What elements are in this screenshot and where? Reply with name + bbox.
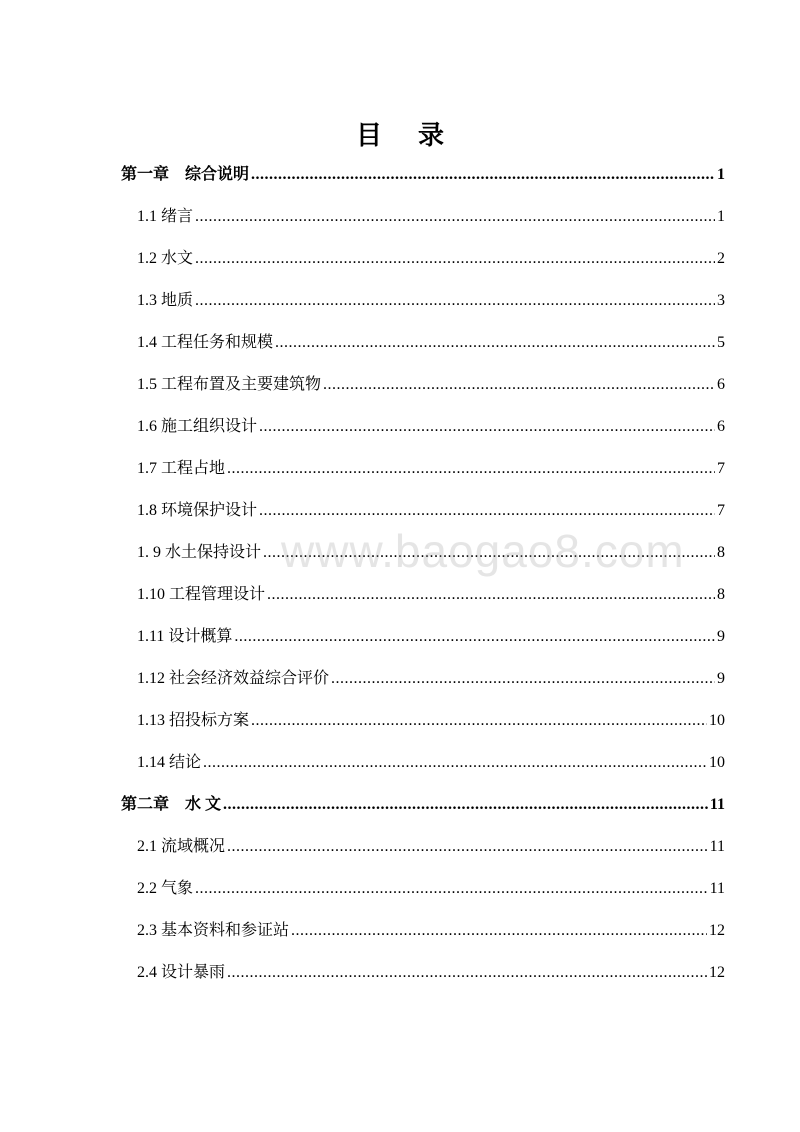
- toc-leader-dots: [331, 667, 715, 691]
- toc-entry-page: 12: [709, 922, 725, 939]
- toc-leader-dots: [195, 877, 708, 901]
- toc-entry-label: 1.1 绪言: [137, 208, 194, 225]
- toc-leader-dots: [195, 205, 715, 229]
- toc-entry-page: 10: [709, 712, 725, 729]
- toc-leader-dots: [203, 751, 707, 775]
- toc-entry[interactable]: [137, 205, 725, 229]
- toc-entry-page: 7: [717, 460, 725, 477]
- toc-leader-dots: [195, 289, 715, 313]
- toc-entry-label: 第二章 水 文: [121, 796, 222, 813]
- toc-entry[interactable]: [137, 625, 725, 649]
- toc-leader-dots: [227, 961, 707, 985]
- toc-entry-label: 1. 9 水土保持设计: [137, 544, 262, 561]
- toc-entry[interactable]: [137, 415, 725, 439]
- toc-entry-label: 2.4 设计暴雨: [137, 964, 226, 981]
- toc-entry-label: 1.3 地质: [137, 292, 194, 309]
- toc-entry[interactable]: [121, 793, 725, 817]
- toc-leader-dots: [195, 247, 715, 271]
- toc-entry-page: 12: [709, 964, 725, 981]
- toc-entry[interactable]: [137, 541, 725, 565]
- toc-entry-page: 11: [709, 796, 725, 813]
- toc-entry-page: 8: [717, 544, 725, 561]
- toc-leader-dots: [267, 583, 715, 607]
- toc-entry-page: 9: [717, 628, 725, 645]
- toc-entry[interactable]: [137, 583, 725, 607]
- toc-entry[interactable]: [137, 835, 725, 859]
- toc-entry-page: 11: [709, 880, 725, 897]
- toc-entry-label: 2.1 流域概况: [137, 838, 226, 855]
- toc-entry-label: 1.2 水文: [137, 250, 194, 267]
- toc-entry-page: 3: [717, 292, 725, 309]
- toc-entry[interactable]: [137, 247, 725, 271]
- toc-leader-dots: [263, 541, 715, 565]
- toc-entry[interactable]: [137, 331, 725, 355]
- toc-entry-label: 1.10 工程管理设计: [137, 586, 266, 603]
- toc-entry-page: 1: [717, 208, 725, 225]
- toc-leader-dots: [251, 709, 707, 733]
- toc-entry-label: 1.11 设计概算: [137, 628, 233, 645]
- toc-entry-page: 7: [717, 502, 725, 519]
- toc-leader-dots: [259, 415, 715, 439]
- toc-entry[interactable]: [121, 163, 725, 187]
- toc-entry-label: 2.3 基本资料和参证站: [137, 922, 290, 939]
- toc-entry-label: 1.13 招投标方案: [137, 712, 250, 729]
- toc-entry-page: 2: [717, 250, 725, 267]
- toc-entry-label: 1.14 结论: [137, 754, 202, 771]
- toc-leader-dots: [234, 625, 715, 649]
- toc-entry-label: 1.8 环境保护设计: [137, 502, 258, 519]
- toc-entry-page: 6: [717, 376, 725, 393]
- toc-entry[interactable]: [137, 457, 725, 481]
- toc-entry[interactable]: [137, 919, 725, 943]
- toc-entry[interactable]: [137, 499, 725, 523]
- toc-entry[interactable]: [137, 289, 725, 313]
- toc-leader-dots: [227, 835, 708, 859]
- toc-leader-dots: [223, 793, 708, 817]
- toc-entry-label: 1.6 施工组织设计: [137, 418, 258, 435]
- toc-entry-page: 9: [717, 670, 725, 687]
- toc-leader-dots: [259, 499, 715, 523]
- toc-entry-page: 11: [709, 838, 725, 855]
- toc-leader-dots: [251, 163, 715, 187]
- toc-entry-page: 8: [717, 586, 725, 603]
- page-title: 目录: [355, 121, 480, 150]
- toc-entry-label: 1.4 工程任务和规模: [137, 334, 274, 351]
- toc-leader-dots: [227, 457, 715, 481]
- toc-entry-label: 1.12 社会经济效益综合评价: [137, 670, 330, 687]
- toc-entry[interactable]: [137, 961, 725, 985]
- toc-entry-label: 2.2 气象: [137, 880, 194, 897]
- toc-entry-page: 5: [717, 334, 725, 351]
- toc-entry-label: 1.7 工程占地: [137, 460, 226, 477]
- toc-entry[interactable]: [137, 667, 725, 691]
- toc-leader-dots: [323, 373, 715, 397]
- toc-entry[interactable]: [137, 709, 725, 733]
- toc-entry-label: 1.5 工程布置及主要建筑物: [137, 376, 322, 393]
- toc-entry[interactable]: [137, 877, 725, 901]
- toc-leader-dots: [275, 331, 715, 355]
- watermark-text: www.baogao8.com: [281, 525, 685, 577]
- toc-entry[interactable]: [137, 373, 725, 397]
- toc-entry[interactable]: [137, 751, 725, 775]
- toc-leader-dots: [291, 919, 707, 943]
- toc-entry-label: 第一章 综合说明: [121, 166, 250, 183]
- toc-entry-page: 1: [717, 166, 725, 183]
- toc-entry-page: 10: [709, 754, 725, 771]
- toc-entry-page: 6: [717, 418, 725, 435]
